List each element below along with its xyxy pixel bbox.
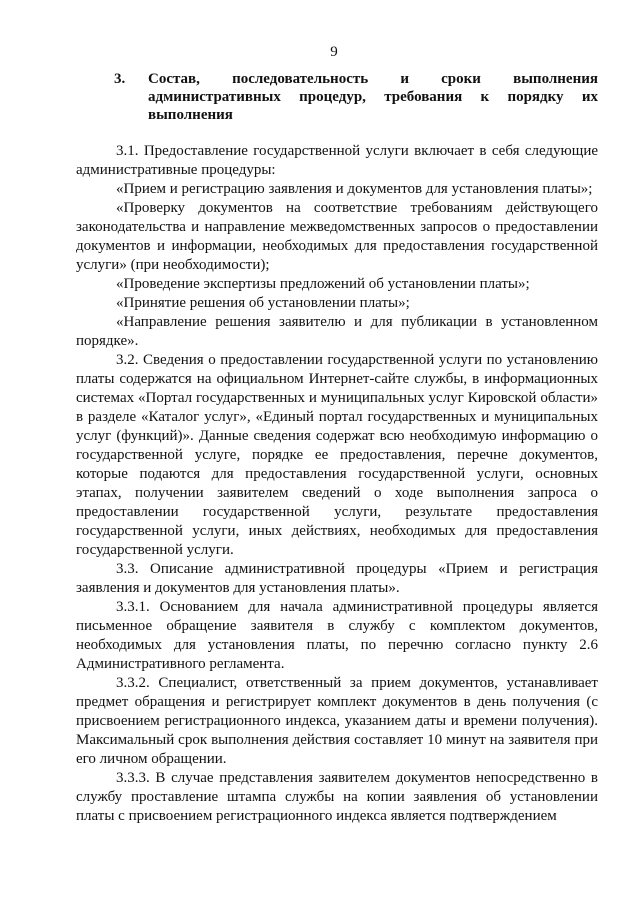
paragraph: 3.2. Сведения о предоставлении государственной услуги по установлению платы содержатся на официальном Интернет-сайте службы, в информационных системах «Портал государственных и муниципальных услуг Кировской области» в разделе «Каталог услуг», «Единый портал государственных и муниципальных услуг (функций)». Данные сведения содержат всю необходимую информацию о государственной услуге, порядке ее предоставления, перечне документов, которые подаются для предоставления государственной услуги, основных этапах, получении заявителем сведений о ходе выполнения запроса о предоставлении государственной услуги, результате предоставления государственной услуги, иных действиях, необходимых для предоставления государственной услуги. [76, 352, 598, 558]
paragraph: «Принятие решения об установлении платы»; [116, 295, 410, 311]
paragraph: 3.3. Описание административной процедуры «Прием и регистрация заявления и документов для установления платы». [76, 561, 598, 596]
paragraph: 3.3.2. Специалист, ответственный за прием документов, устанавливает предмет обращения и регистрирует комплект документов в день получения (с присвоением регистрационного индекса, указанием даты и времени получения). Максимальный срок выполнения действия составляет 10 минут на заявителя при его личном обращении. [76, 675, 598, 767]
heading-line: Состав, последовательность и сроки выполнения [148, 71, 598, 87]
paragraph: «Направление решения заявителю и для публикации в установленном порядке». [76, 314, 598, 349]
paragraph: 3.1. Предоставление государственной услуги включает в себя следующие административные процедуры: [76, 143, 598, 178]
paragraph: 3.3.3. В случае представления заявителем документов непосредственно в службу проставление штампа службы на копии заявления об установлении платы с присвоением регистрационного индекса является подтверждением [76, 770, 598, 824]
section-heading [76, 70, 598, 124]
heading-line: выполнения [148, 107, 233, 123]
page-number: 9 [330, 44, 338, 60]
paragraph: 3.3.1. Основанием для начала административной процедуры является письменное обращение заявителя в службу с комплектом документов, необходимых для установления платы, по перечню согласно пункту 2.6 Административного регламента. [76, 599, 598, 672]
heading-line: административных процедур, требования к порядку их [148, 89, 598, 105]
paragraph: «Проведение экспертизы предложений об установлении платы»; [116, 276, 530, 292]
paragraph: «Прием и регистрацию заявления и документов для установления платы»; [116, 181, 593, 197]
document-body [76, 142, 598, 826]
section-number: 3. [114, 71, 126, 87]
paragraph: «Проверку документов на соответствие требованиям действующего законодательства и направление межведомственных запросов о предоставлении документов и информации, необходимых для предоставления государственной услуги» (при необходимости); [76, 200, 598, 273]
